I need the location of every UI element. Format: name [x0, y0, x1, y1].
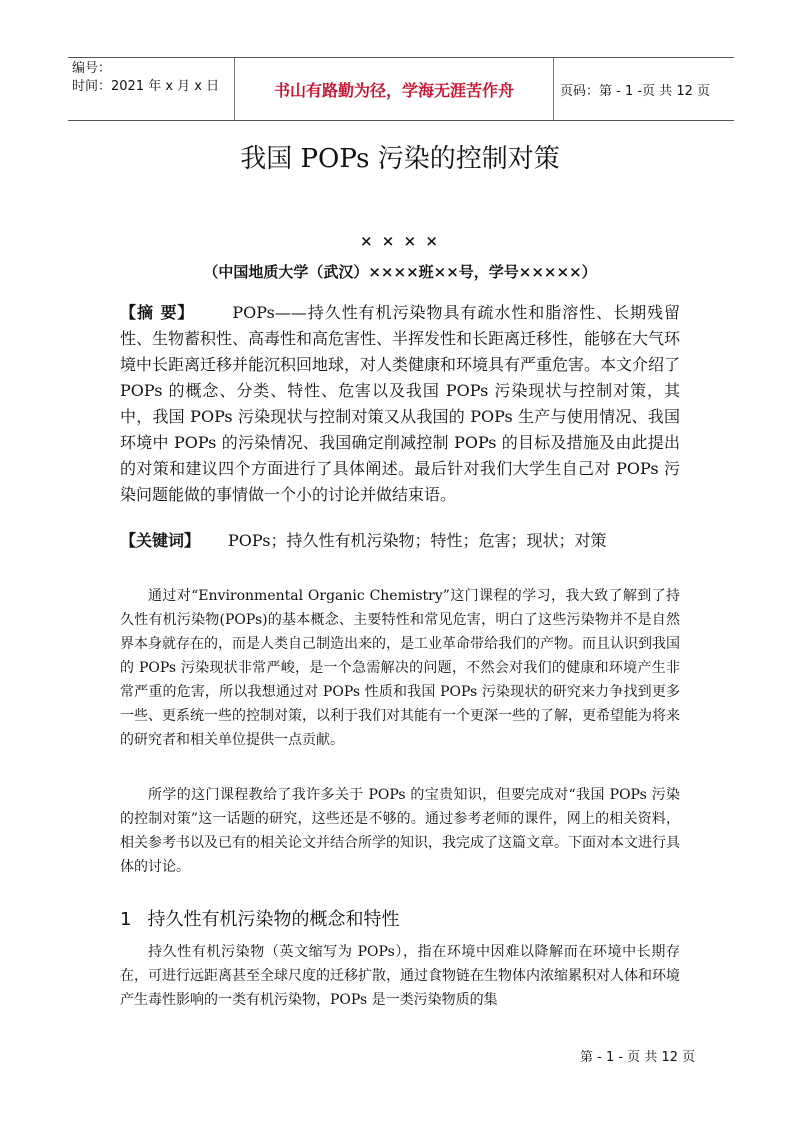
body-paragraph-2: 所学的这门课程教给了我许多关于 POPs 的宝贵知识，但要完成对“我国 POPs 污染的控制对策”这一话题的研究，这些还是不够的。通过参考老师的课件，网上的相关资料，相关参考书以及已有的相关论文并结合所学的知识，我完成了这篇文章。下面对本文进行具体的讨论。 — [120, 787, 680, 875]
section-title: 持久性有机污染物的概念和特性 — [147, 909, 400, 930]
section-heading — [120, 905, 399, 931]
document-header-table — [68, 57, 734, 121]
article-affiliation: （中国地质大学（武汉）××××班××号，学号×××××） — [203, 263, 597, 281]
header-info-cell — [68, 58, 235, 120]
header-page-label: 页码：第 - 1 -页 共 12 页 — [560, 83, 710, 99]
article-title: 我国 POPs 污染的控制对策 — [240, 144, 560, 174]
page-footer: 第 - 1 - 页 共 12 页 — [580, 1050, 696, 1065]
abstract-text: POPs——持久性有机污染物具有疏水性和脂溶性、长期残留性、生物蓄积性、高毒性和高危害性、半挥发性和长距离迁移性，能够在大气环境中长距离迁移并能沉积回地球，对人类健康和环境具有严重危害。本文介绍了 POPs 的概念、分类、特性、危害以及我国 POPs 污染现状与控制对策，其中，我国 POPs 污染现状与控制对策又从我国的 POPs 生产与使用情况、我国环境中 POPs 的污染情况、我国确定削减控制 POPs 的目标及措施及由此提出的对策和建议四个方面进行了具体阐述。最后针对我们大学生自己对 POPs 污染问题能做的事情做一个小的讨论并做结束语。 — [120, 303, 681, 504]
article-author: × × × × — [360, 232, 440, 250]
header-time-label: 时间：2021 年 x 月 x 日 — [72, 79, 220, 94]
keywords-text: POPs；持久性有机污染物；特性；危害；现状；对策 — [228, 531, 607, 550]
abstract-block — [120, 300, 680, 508]
header-motto: 书山有路勤为径，学海无涯苦作舟 — [235, 58, 554, 120]
keywords-block — [120, 528, 680, 554]
section-number: 1 — [120, 909, 132, 930]
body-paragraph-3: 持久性有机污染物（英文缩写为 POPs），指在环境中因难以降解而在环境中长期存在，可进行远距离甚至全球尺度的迁移扩散，通过食物链在生物体内浓缩累积对人体和环境产生毒性影响的一类有机污染物，POPs 是一类污染物质的集 — [120, 944, 680, 1008]
abstract-tag: 【摘 要】 — [120, 303, 195, 322]
body-paragraph-1: 通过对“Environmental Organic Chemistry”这门课程的学习，我大致了解到了持久性有机污染物(POPs)的基本概念、主要特性和常见危害，明白了这些污染物并不是自然界本身就存在的，而是人类自己制造出来的，是工业革命带给我们的产物。而且认识到我国的 POPs 污染现状非常严峻，是一个急需解决的问题，不然会对我们的健康和环境产生非常严重的危害，所以我想通过对 POPs 性质和我国 POPs 污染现状的研究来力争找到更多一些、更系统一些的控制对策，以利于我们对其能有一个更深一些的了解，更希望能为将来的研究者和相关单位提供一点贡献。 — [120, 588, 680, 748]
keywords-tag: 【关键词】 — [120, 531, 201, 550]
header-number-label: 编号： — [72, 61, 112, 76]
